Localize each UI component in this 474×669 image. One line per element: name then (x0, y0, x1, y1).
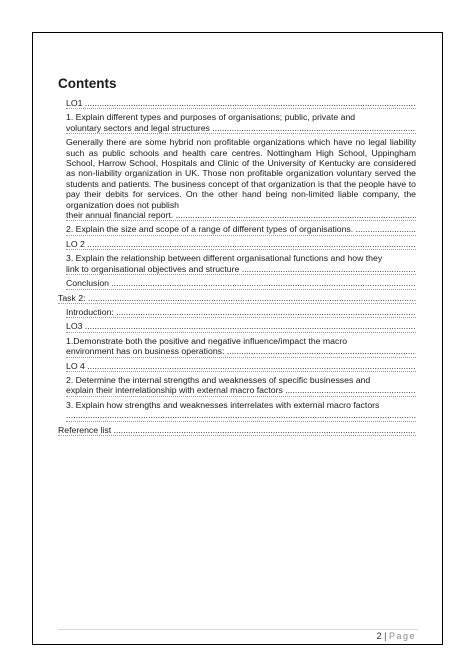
footer-divider (58, 629, 418, 630)
toc-entry-lo2[interactable]: LO 2 ..... (66, 239, 416, 250)
toc-entry-relationship[interactable]: 3. Explain the relationship between different organisational functions and how they link to organisational objectives and structure ..... (66, 253, 416, 275)
toc-entry-lo4[interactable]: LO 4 ..... (66, 361, 416, 372)
table-of-contents (58, 76, 468, 439)
toc-entry-introduction[interactable]: Introduction: ..... (66, 307, 416, 318)
toc-entry-hybrid-paragraph[interactable]: Generally there are some hybrid non profitable organizations which have no legal liability such as public schools and health care centres. Nottingham High School, Uppingham School, Harrow School, Hospitals and Clinic of the University of Kentucky are considered as non-liability organization in UK. Those non profitable organization voluntary served the students and patients. The business concept of that organization is that the people have to pay their debits for services. On the other hand being non-limited liable company, the organization does not publish their annual financial report. ..... (66, 137, 416, 221)
toc-entry-strengths-weaknesses[interactable]: 3. Explain how strengths and weaknesses interrelates with external macro factors ..... (66, 400, 416, 422)
toc-entry-lo1[interactable]: LO1 ..... (66, 98, 416, 109)
page-number: 2 (376, 631, 382, 641)
page-footer (58, 631, 416, 641)
toc-entry-lo3[interactable]: LO3 ..... (66, 321, 416, 332)
page-label: Page (388, 631, 416, 641)
contents-heading: Contents (58, 76, 117, 91)
toc-entry-task2[interactable]: Task 2: ..... (58, 293, 416, 304)
toc-entry-reference-list[interactable]: Reference list ..... (58, 425, 416, 436)
toc-entry-determine[interactable]: 2. Determine the internal strengths and weaknesses of specific businesses and explain their interrelationship with external macro factors ..... (66, 375, 416, 397)
footer-separator: | (384, 631, 387, 641)
toc-entry-size-scope[interactable]: 2. Explain the size and scope of a range of different types of organisations. ..... (66, 224, 416, 235)
toc-entry-demonstrate[interactable]: 1.Demonstrate both the positive and negative influence/impact the macro environment has on business operations: ..... (66, 336, 416, 358)
toc-entry-conclusion[interactable]: Conclusion ..... (66, 278, 416, 289)
toc-entry-explain-types[interactable]: 1. Explain different types and purposes of organisations; public, private and voluntary sectors and legal structures ..... (66, 112, 416, 134)
